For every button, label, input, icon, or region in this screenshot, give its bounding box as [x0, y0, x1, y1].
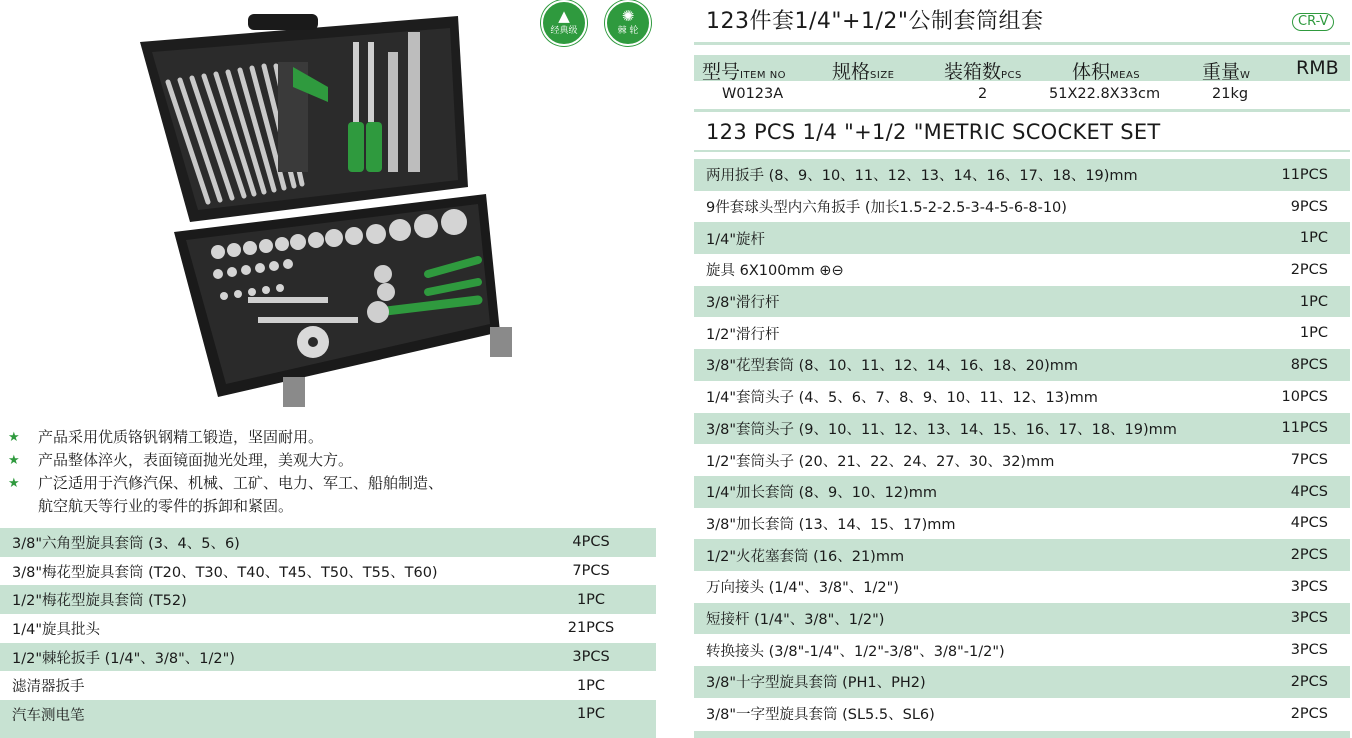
table-row [694, 286, 1350, 318]
item-qty: 1PC [1299, 293, 1328, 310]
item-qty: 2PCS [1290, 673, 1328, 690]
item-name: 1/4"旋具批头 [12, 621, 101, 638]
divider [694, 109, 1350, 112]
left-component-table [0, 528, 656, 729]
item-qty: 8PCS [1290, 356, 1328, 373]
item-name: 1/4"套筒头子 (4、5、6、7、8、9、10、11、12、13)mm [706, 390, 1098, 407]
item-name: 1/2"梅花型旋具套筒 (T52) [12, 593, 187, 610]
table-row [0, 557, 656, 586]
table-row [694, 254, 1350, 286]
item-name: 短接杆 (1/4"、3/8"、1/2") [706, 611, 885, 628]
item-name: 滤清器扳手 [12, 679, 85, 696]
feature-text: 广泛适用于汽修汽保、机械、工矿、电力、军工、船舶制造、 [38, 474, 444, 492]
table-row [0, 585, 656, 614]
item-name: 3/8"套筒头子 (9、10、11、12、13、14、15、16、17、18、19)mm [706, 421, 1177, 438]
classic-grade-badge [541, 0, 587, 46]
item-name: 3/8"花型套筒 (8、10、11、12、14、16、18、20)mm [706, 358, 1079, 375]
badge-label: 经典级 [550, 26, 578, 36]
item-qty: 7PCS [572, 563, 610, 580]
item-no-value: W0123A [722, 86, 784, 102]
item-name: 转换接头 (3/8"-1/4"、1/2"-3/8"、3/8"-1/2") [706, 643, 1005, 660]
table-row [694, 603, 1350, 635]
spec-values-row [694, 84, 1350, 108]
header-size: 规格SIZE [832, 61, 895, 83]
table-row [694, 476, 1350, 508]
english-title: 123 PCS 1/4 "+1/2 "METRIC SCOCKET SET [706, 120, 1161, 144]
left-column [0, 0, 656, 738]
item-qty: 1PC [576, 706, 606, 723]
header-pcs: 装箱数PCS [944, 61, 1022, 83]
item-qty: 4PCS [1290, 483, 1328, 500]
item-name: 9件套球头型内六角扳手 (加长1.5-2-2.5-3-4-5-6-8-10) [706, 200, 1067, 217]
material-badge: CR-V [1292, 13, 1334, 31]
feature-item [8, 449, 443, 472]
header-item-no: 型号ITEM NO [702, 61, 787, 83]
table-row [0, 614, 656, 643]
badge-label: 棘 轮 [617, 26, 639, 36]
feature-text: 产品整体淬火，表面镜面抛光处理，美观大方。 [38, 451, 354, 469]
item-name: 两用扳手 (8、9、10、11、12、13、14、16、17、18、19)mm [706, 168, 1138, 185]
header-meas: 体积MEAS [1072, 61, 1141, 83]
item-qty: 2PCS [1290, 261, 1328, 278]
item-qty: 1PC [1299, 230, 1328, 247]
star-bullet-icon: ★ [8, 430, 20, 445]
item-qty: 2PCS [1290, 705, 1328, 722]
table-row [694, 634, 1350, 666]
feature-text-continued: 航空航天等行业的零件的拆卸和紧固。 [38, 497, 294, 515]
item-name: 1/4"旋杆 [706, 231, 766, 248]
table-row [694, 222, 1350, 254]
toolbox-product-image [128, 12, 528, 412]
right-column [694, 0, 1350, 738]
item-qty: 21PCS [567, 620, 615, 637]
item-qty: 4PCS [572, 534, 610, 551]
item-qty: 10PCS [1281, 388, 1328, 405]
weight-value: 21kg [1212, 86, 1249, 102]
table-row [0, 700, 656, 729]
right-component-table [694, 159, 1350, 729]
star-bullet-icon: ★ [8, 476, 20, 491]
meas-value: 51X22.8X33cm [1049, 86, 1161, 102]
item-name: 3/8"加长套筒 (13、14、15、17)mm [706, 516, 956, 533]
item-name: 3/8"一字型旋具套筒 (SL5.5、SL6) [706, 707, 935, 724]
feature-list [8, 426, 443, 518]
item-name: 1/2"滑行杆 [706, 326, 780, 343]
item-qty: 1PC [1299, 325, 1328, 342]
table-row [694, 413, 1350, 445]
item-name: 3/8"六角型旋具套筒 (3、4、5、6) [12, 535, 240, 552]
item-name: 1/2"棘轮扳手 (1/4"、3/8"、1/2") [12, 650, 235, 667]
item-name: 旋具 6X100mm ⊕⊖ [706, 263, 844, 280]
feature-text: 产品采用优质铬钒钢精工锻造，坚固耐用。 [38, 428, 324, 446]
pcs-value: 2 [978, 86, 988, 102]
item-qty: 3PCS [1290, 578, 1328, 595]
table-row [694, 539, 1350, 571]
header-weight: 重量W [1202, 61, 1251, 83]
divider [694, 150, 1350, 152]
item-name: 汽车测电笔 [12, 707, 85, 724]
item-qty: 2PCS [1290, 547, 1328, 564]
table-row [694, 349, 1350, 381]
spec-header-row [694, 55, 1350, 81]
table-row [694, 666, 1350, 698]
table-row [0, 671, 656, 700]
divider [694, 42, 1350, 45]
table-row [0, 643, 656, 672]
item-name: 1/4"加长套筒 (8、9、10、12)mm [706, 485, 938, 502]
table-row [694, 698, 1350, 730]
item-qty: 11PCS [1281, 166, 1328, 183]
item-qty: 9PCS [1290, 198, 1328, 215]
item-name: 3/8"梅花型旋具套筒 (T20、T30、T40、T45、T50、T55、T60) [12, 564, 438, 581]
triangle-mountain-icon: ▲ [558, 7, 570, 25]
item-qty: 7PCS [1290, 452, 1328, 469]
feature-item [8, 426, 443, 449]
item-name: 3/8"十字型旋具套筒 (PH1、PH2) [706, 675, 926, 692]
table-row [694, 381, 1350, 413]
star-bullet-icon: ★ [8, 453, 20, 468]
header-rmb: RMB [1296, 57, 1339, 79]
table-row [694, 159, 1350, 191]
item-name: 3/8"滑行杆 [706, 295, 780, 312]
table-row [694, 508, 1350, 540]
feature-item [8, 472, 443, 495]
page-title: 123件套1/4"+1/2"公制套筒组套 [706, 9, 1044, 34]
item-qty: 3PCS [1290, 642, 1328, 659]
item-qty: 3PCS [1290, 610, 1328, 627]
item-name: 1/2"套筒头子 (20、21、22、24、27、30、32)mm [706, 453, 1055, 470]
item-qty: 1PC [576, 677, 606, 694]
table-bottom-band [0, 729, 656, 738]
table-row [694, 444, 1350, 476]
table-row [0, 528, 656, 557]
ratchet-gear-icon: ✺ [621, 7, 635, 25]
item-qty: 4PCS [1290, 515, 1328, 532]
item-qty: 1PC [576, 591, 606, 608]
item-qty: 11PCS [1281, 420, 1328, 437]
table-bottom-band [694, 731, 1350, 738]
table-row [694, 571, 1350, 603]
item-qty: 3PCS [572, 649, 610, 666]
ratchet-badge [605, 0, 651, 46]
item-name: 万向接头 (1/4"、3/8"、1/2") [706, 580, 899, 597]
table-row [694, 317, 1350, 349]
table-row [694, 191, 1350, 223]
item-name: 1/2"火花塞套筒 (16、21)mm [706, 548, 905, 565]
